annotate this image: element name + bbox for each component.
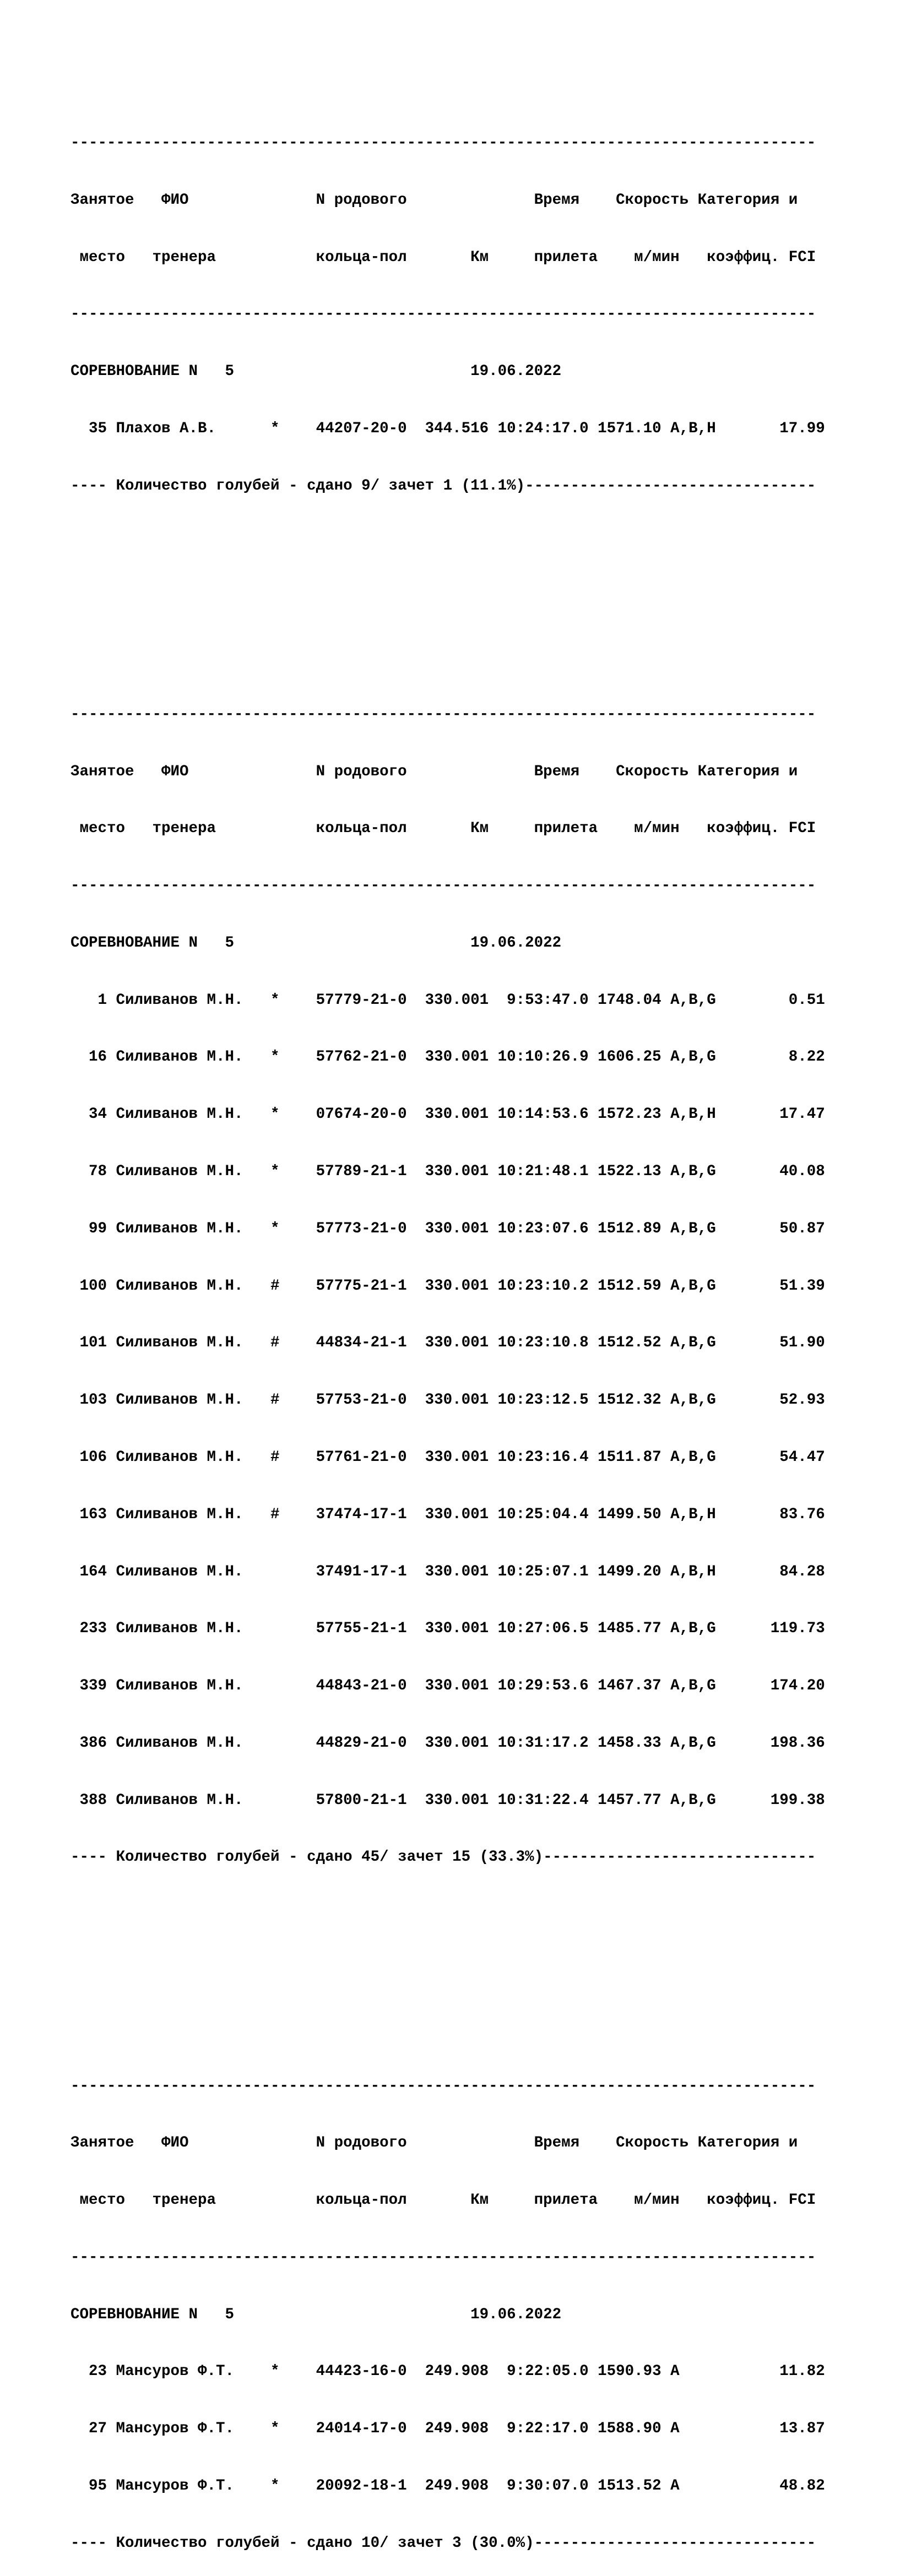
spacer xyxy=(71,572,825,591)
result-row: 101 Силиванов М.Н. # 44834-21-1 330.001 10:23:10.8 1512.52 A,B,G 51.90 xyxy=(71,1334,825,1352)
result-row: 106 Силиванов М.Н. # 57761-21-0 330.001 10:23:16.4 1511.87 A,B,G 54.47 xyxy=(71,1448,825,1466)
header-line: Занятое ФИО N родового Время Скорость Категория и xyxy=(71,2134,798,2152)
summary-line: ---- Количество голубей - сдано 9/ зачет 1 (11.1%)-------------------------------- xyxy=(71,477,816,494)
result-row: 27 Мансуров Ф.Т. * 24014-17-0 249.908 9:22:17.0 1588.90 A 13.87 xyxy=(71,2420,825,2438)
result-row: 35 Плахов А.В. * 44207-20-0 344.516 10:24:17.0 1571.10 A,B,H 17.99 xyxy=(71,420,825,437)
rule-line: ---------------------------------------------------------------------------------- xyxy=(71,2077,816,2095)
result-row: 16 Силиванов М.Н. * 57762-21-0 330.001 10:10:26.9 1606.25 A,B,G 8.22 xyxy=(71,1048,825,1066)
result-row: 103 Силиванов М.Н. # 57753-21-0 330.001 10:23:12.5 1512.32 A,B,G 52.93 xyxy=(71,1392,825,1409)
header-line: Занятое ФИО N родового Время Скорость Категория и xyxy=(71,763,798,780)
result-row: 34 Силиванов М.Н. * 07674-20-0 330.001 10:14:53.6 1572.23 A,B,H 17.47 xyxy=(71,1106,825,1123)
result-row: 339 Силиванов М.Н. 44843-21-0 330.001 10:29:53.6 1467.37 A,B,G 174.20 xyxy=(71,1677,825,1695)
result-row: 23 Мансуров Ф.Т. * 44423-16-0 249.908 9:22:05.0 1590.93 A 11.82 xyxy=(71,2363,825,2381)
result-row: 163 Силиванов М.Н. # 37474-17-1 330.001 10:25:04.4 1499.50 A,B,H 83.76 xyxy=(71,1506,825,1523)
header-line: место тренера кольца-пол Км прилета м/мин коэффиц. FCI xyxy=(71,248,816,266)
competition-title: СОРЕВНОВАНИЕ N 5 19.06.2022 xyxy=(71,2306,562,2323)
result-row: 95 Мансуров Ф.Т. * 20092-18-1 249.908 9:30:07.0 1513.52 A 48.82 xyxy=(71,2477,825,2495)
competition-title: СОРЕВНОВАНИЕ N 5 19.06.2022 xyxy=(71,363,562,381)
rule-line: ---------------------------------------------------------------------------------- xyxy=(71,2248,816,2266)
header-line: место тренера кольца-пол Км прилета м/мин коэффиц. FCI xyxy=(71,2192,816,2209)
result-row: 100 Силиванов М.Н. # 57775-21-1 330.001 10:23:10.2 1512.59 A,B,G 51.39 xyxy=(71,1277,825,1295)
rule-line: ---------------------------------------------------------------------------------- xyxy=(71,877,816,895)
report-sheet xyxy=(71,39,825,2576)
competition-title: СОРЕВНОВАНИЕ N 5 19.06.2022 xyxy=(71,934,562,952)
rule-line: ---------------------------------------------------------------------------------- xyxy=(71,134,816,151)
summary-line: ---- Количество голубей - сдано 10/ зачет 3 (30.0%)------------------------------- xyxy=(71,2534,816,2552)
result-row: 233 Силиванов М.Н. 57755-21-1 330.001 10:27:06.5 1485.77 A,B,G 119.73 xyxy=(71,1620,825,1638)
result-row: 164 Силиванов М.Н. 37491-17-1 330.001 10:25:07.1 1499.20 A,B,H 84.28 xyxy=(71,1563,825,1580)
summary-line: ---- Количество голубей - сдано 45/ зачет 15 (33.3%)------------------------------ xyxy=(71,1849,816,1866)
result-row: 388 Силиванов М.Н. 57800-21-1 330.001 10:31:22.4 1457.77 A,B,G 199.38 xyxy=(71,1791,825,1809)
results-block xyxy=(71,2039,825,2576)
header-line: место тренера кольца-пол Км прилета м/мин коэффиц. FCI xyxy=(71,820,816,838)
result-row: 386 Силиванов М.Н. 44829-21-0 330.001 10:31:17.2 1458.33 A,B,G 198.36 xyxy=(71,1734,825,1752)
result-row: 99 Силиванов М.Н. * 57773-21-0 330.001 10:23:07.6 1512.89 A,B,G 50.87 xyxy=(71,1220,825,1237)
rule-line: ---------------------------------------------------------------------------------- xyxy=(71,705,816,723)
results-block xyxy=(71,667,825,1906)
result-row: 78 Силиванов М.Н. * 57789-21-1 330.001 10:21:48.1 1522.13 A,B,G 40.08 xyxy=(71,1163,825,1181)
rule-line: ---------------------------------------------------------------------------------- xyxy=(71,306,816,323)
results-block xyxy=(71,96,825,534)
result-row: 1 Силиванов М.Н. * 57779-21-0 330.001 9:53:47.0 1748.04 A,B,G 0.51 xyxy=(71,991,825,1009)
header-line: Занятое ФИО N родового Время Скорость Категория и xyxy=(71,191,798,209)
spacer xyxy=(71,1943,825,1963)
